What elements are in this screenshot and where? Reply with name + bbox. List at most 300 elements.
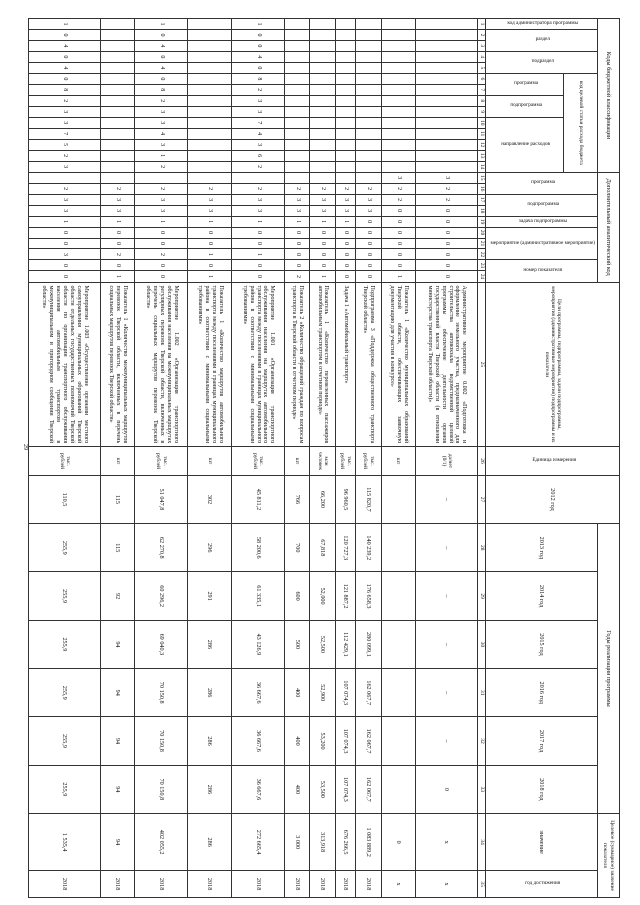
code-digit: 0 (356, 271, 381, 282)
code-digit: 3 (29, 106, 101, 117)
code-digit: 2 (135, 183, 188, 194)
code-digit: 0 (381, 249, 416, 260)
code-digit (285, 128, 310, 139)
code-digit: 2 (100, 183, 135, 194)
code-digit: 4 (135, 128, 188, 139)
code-digit: 3 (100, 205, 135, 216)
column-number: 14 (478, 161, 486, 172)
code-digit: 0 (135, 73, 188, 84)
column-number: 7 (478, 84, 486, 95)
code-digit: 0 (29, 271, 101, 282)
row-y2016-value (381, 669, 416, 717)
code-digit (416, 29, 478, 40)
code-digit: 1 (29, 19, 101, 30)
code-digit (285, 51, 310, 62)
row-value-value: 313,918 (310, 814, 335, 871)
code-digit (310, 172, 335, 183)
code-digit (381, 40, 416, 51)
row-description: Мероприятие 1.002 «Организация транспортного обслуживания населения на межмуниципальных маршрутах регулярных перевозок Тверской области, включенных в перечень социальных маршрутов перевозок Тверской области» (135, 282, 188, 447)
code-digit: 0 (100, 260, 135, 271)
code-digit (188, 62, 232, 73)
row-y2013-value: 120 727,3 (335, 524, 356, 572)
row-y2014-value: 255,9 (29, 572, 101, 620)
header-analytic-subprogram: подпрограмма (486, 194, 598, 216)
column-number: 15 (478, 172, 486, 183)
code-digit: 2 (335, 183, 356, 194)
row-y2017-value: – (416, 717, 478, 765)
code-digit (188, 29, 232, 40)
column-number: 10 (478, 117, 486, 128)
row-y2017-value: 255,9 (29, 717, 101, 765)
code-digit: 3 (232, 194, 285, 205)
code-digit: 0 (335, 271, 356, 282)
code-digit: 8 (232, 73, 285, 84)
row-y2015-value: 286 (188, 620, 232, 668)
column-number: 24 (478, 271, 486, 282)
row-year-value: 2018 (310, 871, 335, 898)
header-analytic-code: Дополнительный аналитический код (598, 172, 620, 282)
code-digit (285, 19, 310, 30)
column-number: 32 (478, 717, 486, 765)
code-digit: 0 (381, 260, 416, 271)
row-y2015-value: 500 (285, 620, 310, 668)
code-digit (285, 73, 310, 84)
code-digit: 3 (29, 117, 101, 128)
code-digit: 0 (356, 216, 381, 227)
header-target-values: Целевое (суммарное) значение показателя (598, 814, 620, 898)
code-digit: 1 (29, 216, 101, 227)
row-y2012-value (381, 475, 416, 523)
column-number: 8 (478, 95, 486, 106)
column-number: 5 (478, 62, 486, 73)
code-digit (335, 172, 356, 183)
code-digit: 0 (100, 227, 135, 238)
row-y2013-value: 296 (188, 524, 232, 572)
header-2012: 2012 год (486, 475, 620, 523)
code-digit: 2 (29, 95, 101, 106)
code-digit (356, 95, 381, 106)
row-y2016-value: 94 (100, 669, 135, 717)
table-row (135, 19, 188, 898)
header-section: раздел (486, 29, 598, 51)
code-digit: 3 (335, 194, 356, 205)
row-y2018-value: 107 074,3 (335, 765, 356, 813)
row-y2012-value: 96 960,5 (335, 475, 356, 523)
code-digit: 0 (135, 51, 188, 62)
code-digit: 0 (232, 40, 285, 51)
row-y2012-value: 110,5 (29, 475, 101, 523)
code-digit (310, 19, 335, 30)
row-y2012-value: 302 (188, 475, 232, 523)
code-digit (100, 73, 135, 84)
code-digit: 0 (232, 227, 285, 238)
code-digit (100, 84, 135, 95)
row-value-value: 1 535,4 (29, 814, 101, 871)
table-row (232, 19, 285, 898)
row-y2014-value: 92 (100, 572, 135, 620)
code-digit: 7 (29, 128, 101, 139)
code-digit: 0 (135, 29, 188, 40)
row-y2018-value: 36 667,6 (232, 765, 285, 813)
header-2018: 2018 год (486, 765, 598, 813)
column-number: 2 (478, 29, 486, 40)
code-digit (285, 161, 310, 172)
code-digit (285, 40, 310, 51)
code-digit: 3 (335, 205, 356, 216)
code-digit: 1 (188, 216, 232, 227)
row-y2014-value: 60 296,2 (135, 572, 188, 620)
code-digit: 1 (188, 271, 232, 282)
code-digit (356, 29, 381, 40)
code-digit: 0 (356, 249, 381, 260)
row-y2013-value (381, 524, 416, 572)
code-digit (416, 128, 478, 139)
code-digit: 3 (310, 205, 335, 216)
row-unit: шт (285, 447, 310, 476)
code-digit (335, 161, 356, 172)
header-2017: 2017 год (486, 717, 598, 765)
code-digit (100, 150, 135, 161)
code-digit: 2 (416, 194, 478, 205)
row-description: Показатель 1 «Количество перевезенных пассажиров автомобильным транспортом в отчетном периоде» (310, 282, 335, 447)
header-2015: 2015 год (486, 620, 598, 668)
rotated-table-container (41, 18, 620, 898)
code-digit: 0 (100, 238, 135, 249)
code-digit (310, 106, 335, 117)
row-y2017-value: 400 (285, 717, 310, 765)
code-digit: 3 (356, 205, 381, 216)
code-digit (285, 139, 310, 150)
code-digit (188, 40, 232, 51)
column-number: 29 (478, 572, 486, 620)
row-y2016-value: – (416, 669, 478, 717)
code-digit: 1 (381, 271, 416, 282)
code-digit (285, 95, 310, 106)
code-digit (356, 139, 381, 150)
code-digit: 5 (29, 139, 101, 150)
code-digit: 3 (135, 205, 188, 216)
code-digit (416, 51, 478, 62)
code-digit (416, 19, 478, 30)
row-unit: млн человек (310, 447, 335, 476)
code-digit (381, 84, 416, 95)
code-digit (381, 117, 416, 128)
code-digit: 2 (232, 161, 285, 172)
code-digit (188, 51, 232, 62)
row-value-value: 0 (381, 814, 416, 871)
code-digit: 0 (232, 271, 285, 282)
code-digit (381, 73, 416, 84)
code-digit (310, 29, 335, 40)
code-digit: 3 (285, 205, 310, 216)
code-digit (381, 51, 416, 62)
row-y2013-value: – (416, 524, 478, 572)
code-digit: 1 (135, 150, 188, 161)
column-number: 34 (478, 814, 486, 871)
row-y2013-value: 58 200,6 (232, 524, 285, 572)
row-y2018-value: 0 (416, 765, 478, 813)
code-digit (188, 128, 232, 139)
row-description: Задача 1 «Автомобильный транспорт» (335, 282, 356, 447)
header-2014: 2014 год (486, 572, 598, 620)
code-digit: 2 (135, 95, 188, 106)
code-digit: 1 (135, 216, 188, 227)
header-years: Годы реализации программы (598, 524, 620, 814)
code-digit (381, 106, 416, 117)
code-digit: 4 (135, 40, 188, 51)
code-digit: 0 (285, 238, 310, 249)
row-unit: шт (381, 447, 416, 476)
code-digit: 2 (381, 183, 416, 194)
column-number: 31 (478, 669, 486, 717)
code-digit: 3 (100, 194, 135, 205)
row-value-value: 94 (100, 814, 135, 871)
code-digit: 1 (335, 216, 356, 227)
code-digit (100, 40, 135, 51)
table-row (29, 19, 101, 898)
code-digit: 0 (416, 238, 478, 249)
row-year-value: 2018 (188, 871, 232, 898)
row-y2016-value: 255,9 (29, 669, 101, 717)
code-digit (285, 29, 310, 40)
code-digit (188, 106, 232, 117)
header-direction: направление расходов (486, 117, 564, 172)
code-digit (335, 95, 356, 106)
code-digit (356, 40, 381, 51)
code-digit (310, 62, 335, 73)
table-row (310, 19, 335, 898)
code-digit (335, 29, 356, 40)
row-year-value: х (381, 871, 416, 898)
code-digit (100, 117, 135, 128)
row-y2014-value: 52,000 (310, 572, 335, 620)
code-digit (335, 62, 356, 73)
code-digit: 8 (135, 84, 188, 95)
code-digit: 0 (232, 62, 285, 73)
code-digit (381, 161, 416, 172)
row-unit: шт (100, 447, 135, 476)
code-digit (335, 19, 356, 30)
header-year-reached: год достижения (486, 871, 598, 898)
row-y2015-value: – (416, 620, 478, 668)
code-digit (381, 29, 416, 40)
code-digit: 3 (232, 139, 285, 150)
code-digit: 0 (188, 238, 232, 249)
row-description: Административное мероприятие 0.002 «Подготовка и оформление земельного участка, предназначенного для строительства автовокзала ведомственной целевой программы обеспечение деятельности органов государственной власти Тверской области (в отношении министерства транспорта Тверской области)» (416, 282, 478, 447)
code-digit (135, 172, 188, 183)
row-y2012-value: 66,200 (310, 475, 335, 523)
row-value-value: 286 (188, 814, 232, 871)
code-digit (285, 117, 310, 128)
row-y2014-value: – (416, 572, 478, 620)
row-y2015-value (381, 620, 416, 668)
row-unit: тыс. рублей (356, 447, 381, 476)
row-unit: тыс. рублей (232, 447, 285, 476)
code-digit (416, 95, 478, 106)
code-digit: 2 (356, 183, 381, 194)
code-digit: 0 (310, 238, 335, 249)
code-digit: 2 (232, 183, 285, 194)
code-digit (416, 106, 478, 117)
row-value-value: х (416, 814, 478, 871)
code-digit (188, 84, 232, 95)
code-digit (416, 62, 478, 73)
code-digit: 2 (188, 183, 232, 194)
row-unit: тыс. рублей (29, 447, 101, 476)
row-unit: да/нет (0/1) (416, 447, 478, 476)
header-2013: 2013 год (486, 524, 598, 572)
code-digit: 0 (29, 51, 101, 62)
row-y2015-value: 43 126,9 (232, 620, 285, 668)
code-digit (335, 106, 356, 117)
code-digit: 0 (285, 249, 310, 260)
code-digit: 0 (416, 260, 478, 271)
row-y2018-value: 53,500 (310, 765, 335, 813)
header-budget-class: Коды бюджетной классификации (598, 19, 620, 173)
code-digit: 0 (381, 227, 416, 238)
code-digit: 0 (335, 227, 356, 238)
code-digit (381, 128, 416, 139)
row-value-value: 3 000 (285, 814, 310, 871)
row-y2013-value: 115 (100, 524, 135, 572)
row-y2017-value: 286 (188, 717, 232, 765)
column-number: 28 (478, 524, 486, 572)
row-unit: тыс. рублей (135, 447, 188, 476)
column-number: 35 (478, 871, 486, 898)
code-digit: 0 (356, 238, 381, 249)
code-digit (310, 51, 335, 62)
row-y2012-value: 45 811,2 (232, 475, 285, 523)
code-digit (29, 172, 101, 183)
row-year-value: 2018 (29, 871, 101, 898)
row-y2016-value: 400 (285, 669, 310, 717)
header-analytic-event: мероприятие (административное мероприятие) (486, 227, 598, 260)
code-digit: 2 (100, 249, 135, 260)
code-digit: 2 (29, 150, 101, 161)
code-digit: 7 (232, 117, 285, 128)
code-digit: 3 (135, 139, 188, 150)
code-digit: 1 (310, 216, 335, 227)
code-digit: 3 (29, 249, 101, 260)
code-digit: 0 (356, 260, 381, 271)
row-y2018-value: 162 067,7 (356, 765, 381, 813)
table-row (285, 19, 310, 898)
code-digit (100, 161, 135, 172)
row-y2017-value: 70 150,8 (135, 717, 188, 765)
row-y2018-value: 94 (100, 765, 135, 813)
code-digit: 2 (232, 84, 285, 95)
column-number: 26 (478, 447, 486, 476)
code-digit (356, 117, 381, 128)
code-digit: 0 (381, 205, 416, 216)
row-y2016-value: 286 (188, 669, 232, 717)
row-description: Мероприятие 1.001 «Организация транспортного обслуживания населения на маршрутах автомобильного транспорта между поселениями в границах муниципального района в соответствии с минимальными социальными требованиями» (232, 282, 285, 447)
code-digit: 1 (310, 271, 335, 282)
code-digit (310, 161, 335, 172)
row-y2013-value: 140 239,2 (356, 524, 381, 572)
code-digit: 2 (135, 249, 188, 260)
header-subprogram: подпрограмма (486, 95, 564, 117)
row-y2018-value: 70 150,8 (135, 765, 188, 813)
code-digit (100, 172, 135, 183)
code-digit (356, 128, 381, 139)
code-digit: 1 (232, 19, 285, 30)
code-digit (335, 117, 356, 128)
row-y2013-value: 700 (285, 524, 310, 572)
row-y2017-value: 107 074,3 (335, 717, 356, 765)
row-y2013-value: 255,9 (29, 524, 101, 572)
code-digit: 3 (232, 106, 285, 117)
row-description: Показатель 1 «Количество маршрутов автомобильного транспорта между поселениями в границах муниципального района в соответствии с минимальными социальными требованиями» (188, 282, 232, 447)
code-digit (310, 117, 335, 128)
code-digit: 0 (285, 260, 310, 271)
code-digit (356, 84, 381, 95)
code-digit: 0 (335, 260, 356, 271)
row-value-value: 272 665,4 (232, 814, 285, 871)
row-y2015-value: 255,9 (29, 620, 101, 668)
code-digit (188, 139, 232, 150)
row-y2018-value: 286 (188, 765, 232, 813)
header-program: программа (486, 73, 564, 95)
code-digit: 3 (285, 194, 310, 205)
code-digit (356, 51, 381, 62)
row-y2018-value (381, 765, 416, 813)
code-digit (188, 19, 232, 30)
table-row (188, 19, 232, 898)
code-digit: 3 (381, 172, 416, 183)
code-digit: 0 (416, 227, 478, 238)
code-digit: 3 (310, 194, 335, 205)
column-number: 1 (478, 19, 486, 30)
code-digit: 0 (416, 249, 478, 260)
header-subsection: подраздел (486, 51, 598, 73)
code-digit: 0 (416, 205, 478, 216)
row-value-value: 402 055,2 (135, 814, 188, 871)
code-digit (416, 139, 478, 150)
code-digit (310, 40, 335, 51)
rotated-table (41, 18, 620, 898)
code-digit (285, 84, 310, 95)
row-y2016-value: 70 150,8 (135, 669, 188, 717)
column-number: 11 (478, 128, 486, 139)
row-y2017-value: 162 067,7 (356, 717, 381, 765)
code-digit: 0 (29, 73, 101, 84)
header-admin-code: код администратора программы (486, 19, 598, 30)
row-y2015-value: 112 429,1 (335, 620, 356, 668)
row-y2014-value: 121 887,2 (335, 572, 356, 620)
code-digit: 4 (29, 40, 101, 51)
column-number: 18 (478, 205, 486, 216)
row-year-value: 2018 (100, 871, 135, 898)
column-number: 33 (478, 765, 486, 813)
code-digit: 0 (335, 249, 356, 260)
code-digit: 3 (135, 106, 188, 117)
code-digit (310, 150, 335, 161)
header-goals: Цели программы, подпрограммы, задачи подпрограммы, мероприятия (административные мероприятия) подпрограммы и их показатели (486, 282, 620, 447)
code-digit: 0 (416, 216, 478, 227)
code-digit (188, 95, 232, 106)
code-digit (285, 62, 310, 73)
row-y2017-value: 53,200 (310, 717, 335, 765)
code-digit: 2 (285, 271, 310, 282)
code-digit (100, 51, 135, 62)
code-digit (100, 139, 135, 150)
code-digit: 3 (232, 95, 285, 106)
code-digit: 0 (381, 216, 416, 227)
code-digit (100, 29, 135, 40)
code-digit (335, 40, 356, 51)
row-y2016-value: 162 067,7 (356, 669, 381, 717)
